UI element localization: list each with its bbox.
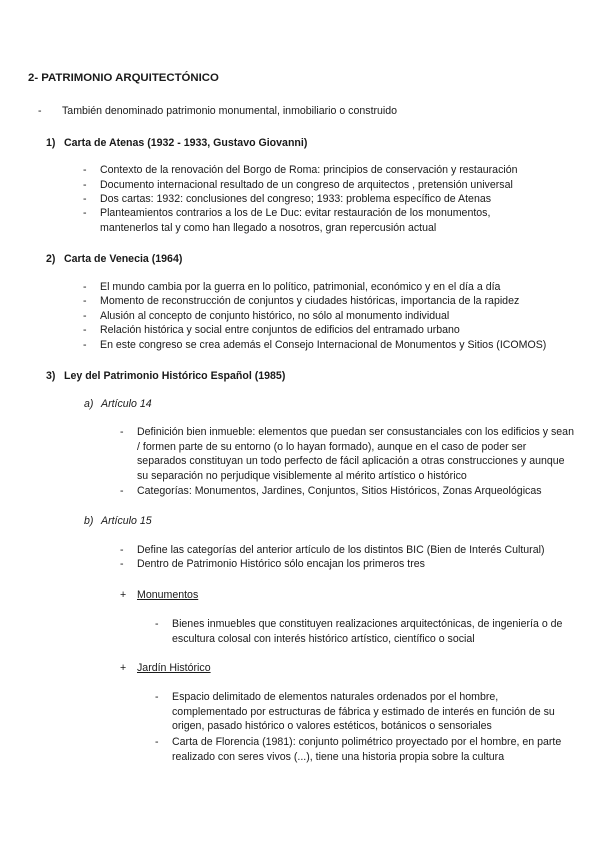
intro-item	[38, 104, 558, 119]
subsection-marker: a)	[84, 398, 94, 410]
subsection-label: Artículo 15	[101, 515, 152, 527]
section-1-heading	[46, 136, 546, 151]
plus-marker: +	[120, 662, 127, 674]
subsection-a-heading	[84, 397, 284, 412]
section-title: Ley del Patrimonio Histórico Español (1985)	[64, 370, 286, 382]
section-2-heading	[46, 252, 546, 267]
section-title: Carta de Atenas (1932 - 1933, Gustavo Giovanni)	[64, 137, 308, 149]
intro-text: También denominado patrimonio monumental, inmobiliario o construido	[62, 105, 398, 117]
page-title: 2- PATRIMONIO ARQUITECTÓNICO	[28, 72, 219, 84]
category-label: Monumentos	[137, 589, 199, 601]
category-monumentos	[120, 588, 320, 603]
bullet-marker: -	[38, 105, 42, 117]
category-jardin-historico	[120, 661, 320, 676]
subsection-b-heading	[84, 514, 284, 529]
category-label: Jardín Histórico	[137, 662, 211, 674]
plus-marker: +	[120, 589, 127, 601]
section-number: 3)	[46, 370, 56, 382]
subsection-label: Artículo 14	[101, 398, 152, 410]
section-3-heading	[46, 369, 546, 384]
section-number: 1)	[46, 137, 56, 149]
subsection-marker: b)	[84, 515, 94, 527]
section-number: 2)	[46, 253, 56, 265]
section-title: Carta de Venecia (1964)	[64, 253, 183, 265]
